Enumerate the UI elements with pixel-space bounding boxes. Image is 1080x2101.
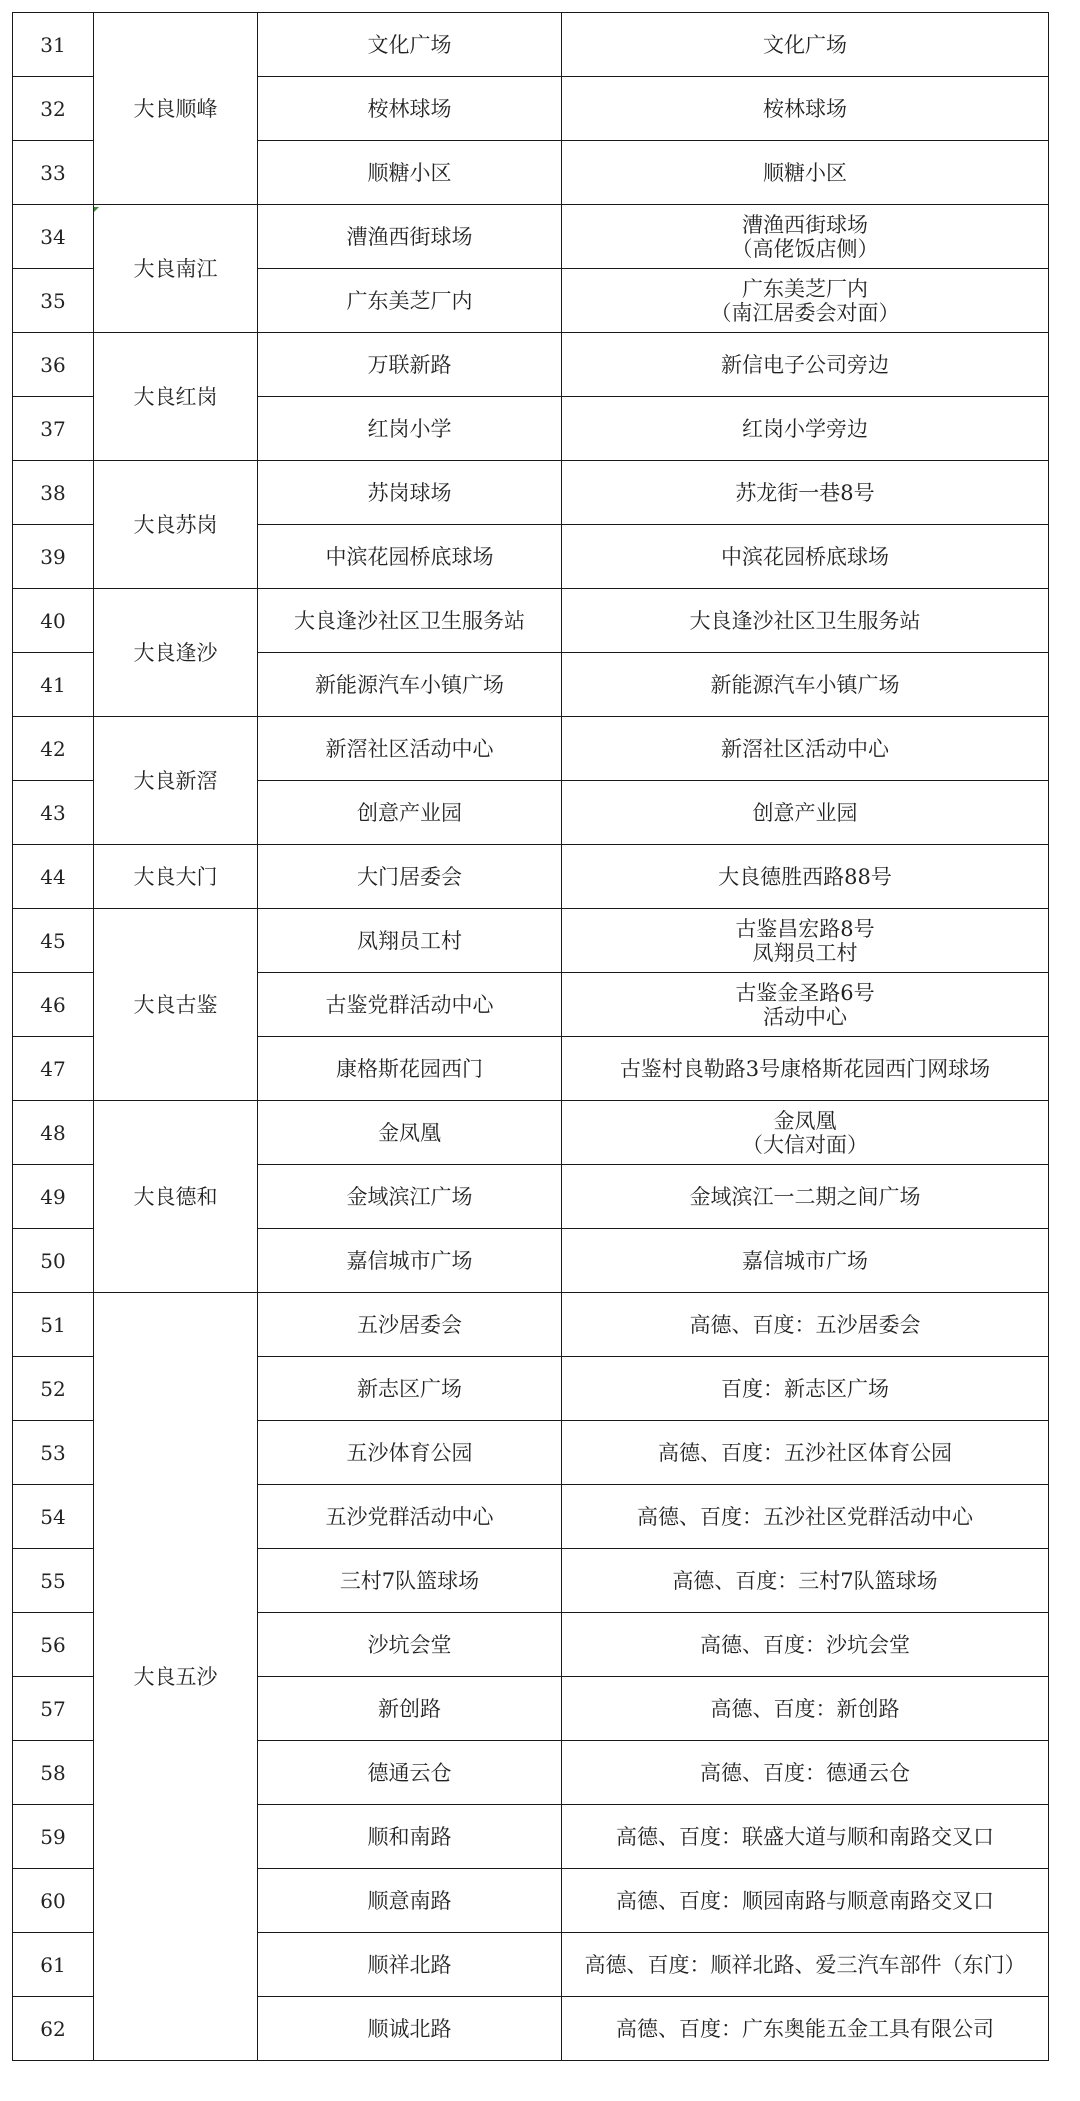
row-number: 47	[13, 1037, 94, 1101]
address-line: 高德、百度：五沙社区体育公园	[658, 1440, 952, 1465]
site-address	[562, 1997, 1049, 2061]
site-name: 顺祥北路	[258, 1933, 562, 1997]
site-address	[562, 1165, 1049, 1229]
row-number: 42	[13, 717, 94, 781]
site-name: 新滘社区活动中心	[258, 717, 562, 781]
site-name: 创意产业园	[258, 781, 562, 845]
site-name: 古鉴党群活动中心	[258, 973, 562, 1037]
site-address	[562, 653, 1049, 717]
address-line: 新信电子公司旁边	[721, 352, 889, 377]
site-address	[562, 397, 1049, 461]
table-row	[13, 845, 1049, 909]
table-row	[13, 333, 1049, 397]
site-name: 红岗小学	[258, 397, 562, 461]
site-name: 凤翔员工村	[258, 909, 562, 973]
row-number: 50	[13, 1229, 94, 1293]
address-line: 高德、百度：联盛大道与顺和南路交叉口	[616, 1824, 994, 1849]
row-number: 53	[13, 1421, 94, 1485]
site-address	[562, 1613, 1049, 1677]
row-number: 36	[13, 333, 94, 397]
site-name: 康格斯花园西门	[258, 1037, 562, 1101]
address-line: 高德、百度：德通云仓	[700, 1760, 910, 1785]
site-name: 三村7队篮球场	[258, 1549, 562, 1613]
site-address	[562, 13, 1049, 77]
area-name: 大良德和	[94, 1101, 258, 1293]
address-line: 新滘社区活动中心	[721, 736, 889, 761]
site-address	[562, 909, 1049, 973]
address-line: 古鉴金圣路6号	[735, 980, 875, 1005]
address-line: 高德、百度：新创路	[710, 1696, 900, 1721]
site-address	[562, 141, 1049, 205]
site-name: 嘉信城市广场	[258, 1229, 562, 1293]
row-number: 55	[13, 1549, 94, 1613]
row-number: 38	[13, 461, 94, 525]
address-line: 嘉信城市广场	[742, 1248, 868, 1273]
row-number: 43	[13, 781, 94, 845]
site-address	[562, 717, 1049, 781]
table-row	[13, 1101, 1049, 1165]
row-number: 39	[13, 525, 94, 589]
address-line: （大信对面）	[742, 1132, 868, 1157]
table-row	[13, 1293, 1049, 1357]
address-line: （南江居委会对面）	[710, 300, 900, 325]
site-name: 新创路	[258, 1677, 562, 1741]
site-name: 顺诚北路	[258, 1997, 562, 2061]
address-line: 百度：新志区广场	[721, 1376, 889, 1401]
area-name: 大良红岗	[94, 333, 258, 461]
address-line: 新能源汽车小镇广场	[710, 672, 900, 697]
site-address	[562, 1805, 1049, 1869]
area-name: 大良五沙	[94, 1293, 258, 2061]
site-address	[562, 781, 1049, 845]
site-name: 文化广场	[258, 13, 562, 77]
address-line: 高德、百度：顺园南路与顺意南路交叉口	[616, 1888, 994, 1913]
site-name: 顺糖小区	[258, 141, 562, 205]
address-line: 苏龙街一巷8号	[735, 480, 875, 505]
row-number: 49	[13, 1165, 94, 1229]
site-name: 沙坑会堂	[258, 1613, 562, 1677]
site-address	[562, 973, 1049, 1037]
row-number: 62	[13, 1997, 94, 2061]
site-name: 桉林球场	[258, 77, 562, 141]
site-address	[562, 1101, 1049, 1165]
site-name: 中滨花园桥底球场	[258, 525, 562, 589]
address-line: 大良逢沙社区卫生服务站	[689, 608, 921, 633]
row-number: 60	[13, 1869, 94, 1933]
table-row	[13, 205, 1049, 269]
site-address	[562, 77, 1049, 141]
site-address	[562, 1933, 1049, 1997]
collection-point-table	[12, 12, 1049, 2061]
row-number: 61	[13, 1933, 94, 1997]
row-number: 40	[13, 589, 94, 653]
row-number: 35	[13, 269, 94, 333]
address-line: 创意产业园	[752, 800, 858, 825]
row-number: 41	[13, 653, 94, 717]
address-line: 顺糖小区	[763, 160, 847, 185]
site-address	[562, 1677, 1049, 1741]
address-line: 大良德胜西路88号	[718, 864, 892, 889]
row-number: 31	[13, 13, 94, 77]
row-number: 46	[13, 973, 94, 1037]
area-name: 大良古鉴	[94, 909, 258, 1101]
address-line: 红岗小学旁边	[742, 416, 868, 441]
site-address	[562, 461, 1049, 525]
row-number: 44	[13, 845, 94, 909]
table-row	[13, 909, 1049, 973]
address-line: 高德、百度：沙坑会堂	[700, 1632, 910, 1657]
area-name: 大良南江	[94, 205, 258, 333]
area-name: 大良顺峰	[94, 13, 258, 205]
site-name: 顺和南路	[258, 1805, 562, 1869]
address-line: 凤翔员工村	[752, 940, 858, 965]
address-line: 高德、百度：五沙社区党群活动中心	[637, 1504, 973, 1529]
cell-corner-marker	[94, 207, 99, 212]
site-address	[562, 1229, 1049, 1293]
site-name: 金域滨江广场	[258, 1165, 562, 1229]
site-name: 五沙体育公园	[258, 1421, 562, 1485]
address-line: 广东美芝厂内	[742, 276, 868, 301]
site-address	[562, 1741, 1049, 1805]
row-number: 54	[13, 1485, 94, 1549]
row-number: 34	[13, 205, 94, 269]
site-address	[562, 269, 1049, 333]
site-address	[562, 1549, 1049, 1613]
table-row	[13, 461, 1049, 525]
site-name: 五沙居委会	[258, 1293, 562, 1357]
address-line: 桉林球场	[763, 96, 847, 121]
site-address	[562, 1293, 1049, 1357]
area-name: 大良逢沙	[94, 589, 258, 717]
address-line: 金域滨江一二期之间广场	[689, 1184, 921, 1209]
site-address	[562, 1421, 1049, 1485]
row-number: 56	[13, 1613, 94, 1677]
site-name: 大门居委会	[258, 845, 562, 909]
address-line: 漕渔西街球场	[742, 212, 868, 237]
row-number: 32	[13, 77, 94, 141]
row-number: 59	[13, 1805, 94, 1869]
address-line: （高佬饭店侧）	[731, 236, 879, 261]
row-number: 52	[13, 1357, 94, 1421]
table-body	[13, 13, 1049, 2061]
row-number: 45	[13, 909, 94, 973]
site-address	[562, 205, 1049, 269]
site-name: 五沙党群活动中心	[258, 1485, 562, 1549]
area-name: 大良苏岗	[94, 461, 258, 589]
address-line: 高德、百度：顺祥北路、爱三汽车部件（东门）	[584, 1952, 1026, 1977]
row-number: 51	[13, 1293, 94, 1357]
site-name: 漕渔西街球场	[258, 205, 562, 269]
address-line: 中滨花园桥底球场	[721, 544, 889, 569]
area-name: 大良新滘	[94, 717, 258, 845]
table-row	[13, 13, 1049, 77]
site-name: 广东美芝厂内	[258, 269, 562, 333]
address-line: 活动中心	[763, 1004, 847, 1029]
site-name: 大良逢沙社区卫生服务站	[258, 589, 562, 653]
row-number: 48	[13, 1101, 94, 1165]
address-line: 古鉴昌宏路8号	[735, 916, 875, 941]
address-line: 金凤凰	[773, 1108, 837, 1133]
site-name: 万联新路	[258, 333, 562, 397]
row-number: 58	[13, 1741, 94, 1805]
address-line: 高德、百度：三村7队篮球场	[672, 1568, 938, 1593]
site-name: 金凤凰	[258, 1101, 562, 1165]
site-address	[562, 845, 1049, 909]
address-line: 文化广场	[763, 32, 847, 57]
table-row	[13, 717, 1049, 781]
site-address	[562, 1357, 1049, 1421]
row-number: 33	[13, 141, 94, 205]
site-name: 德通云仓	[258, 1741, 562, 1805]
site-address	[562, 1485, 1049, 1549]
site-address	[562, 333, 1049, 397]
site-name: 顺意南路	[258, 1869, 562, 1933]
site-name: 苏岗球场	[258, 461, 562, 525]
row-number: 57	[13, 1677, 94, 1741]
address-line: 古鉴村良勒路3号康格斯花园西门网球场	[619, 1056, 991, 1081]
site-address	[562, 1869, 1049, 1933]
site-address	[562, 1037, 1049, 1101]
area-name: 大良大门	[94, 845, 258, 909]
site-name: 新志区广场	[258, 1357, 562, 1421]
site-address	[562, 589, 1049, 653]
row-number: 37	[13, 397, 94, 461]
site-address	[562, 525, 1049, 589]
table-row	[13, 589, 1049, 653]
address-line: 高德、百度：五沙居委会	[689, 1312, 921, 1337]
site-name: 新能源汽车小镇广场	[258, 653, 562, 717]
address-line: 高德、百度：广东奥能五金工具有限公司	[616, 2016, 994, 2041]
